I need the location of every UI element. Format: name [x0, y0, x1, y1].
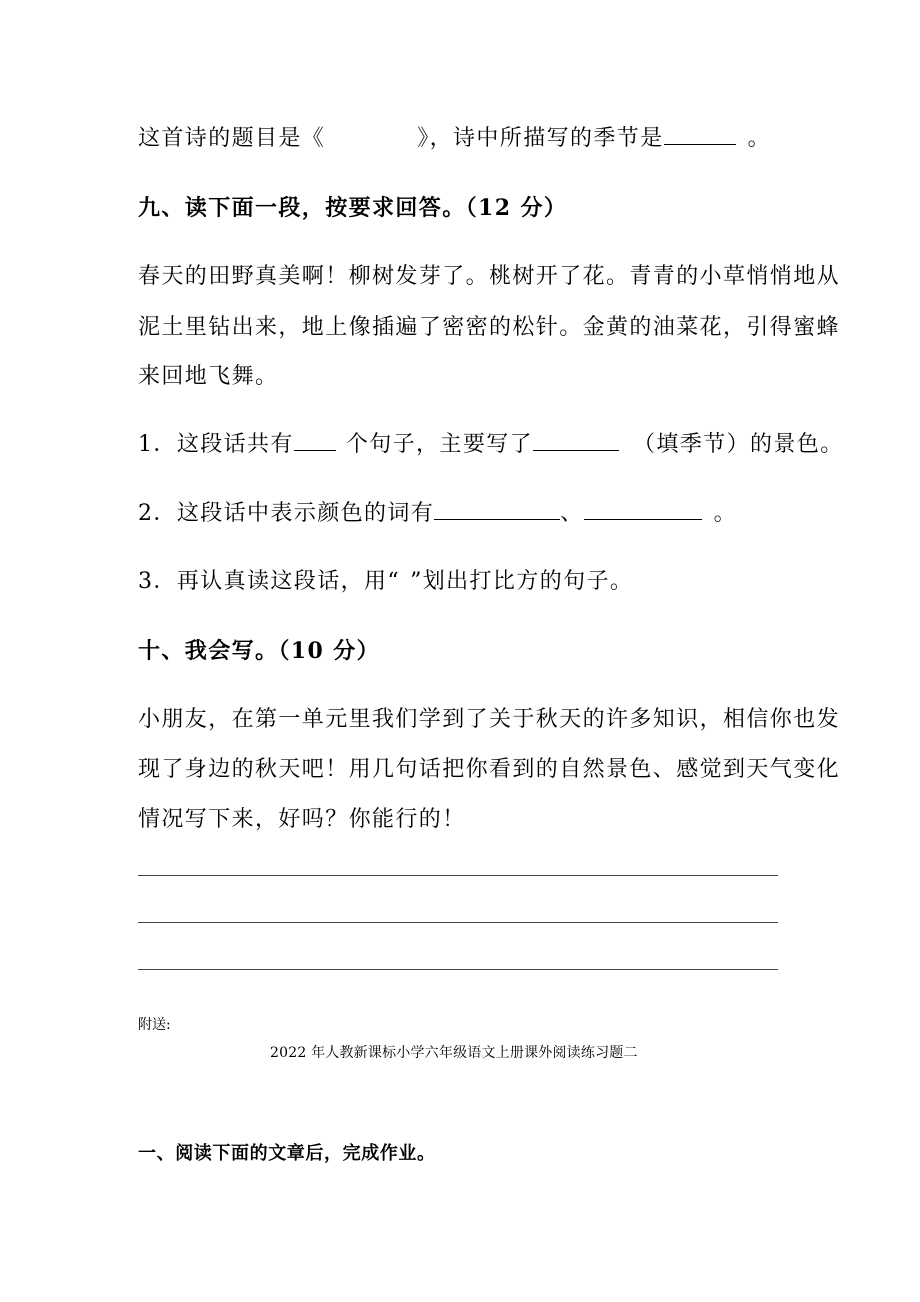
section9-passage-line-3: 来回地飞舞。: [138, 364, 279, 389]
section9-heading: 九、读下面一段，按要求回答。（12 分）: [138, 195, 568, 221]
season-blank[interactable]: [664, 124, 736, 145]
section10-passage-line-2: 现了身边的秋天吧！用几句话把你看到的自然景色、感觉到天气变化: [138, 757, 841, 782]
question-1: [138, 430, 844, 460]
poem-question-part3: 。: [747, 126, 772, 151]
q1-part3: （填季节）的景色。: [633, 432, 844, 457]
writing-line-2[interactable]: [138, 922, 778, 923]
season-fill-blank[interactable]: [533, 430, 619, 451]
question-2: [138, 499, 737, 529]
q2-part2: 、: [560, 501, 584, 526]
appendix-label: 附送:: [138, 1017, 171, 1033]
section10-passage-line-3: 情况写下来，好吗？你能行的！: [138, 807, 466, 832]
section9-passage-line-2: 泥土里钻出来，地上像插遍了密密的松针。金黄的油菜花，引得蜜蜂: [138, 315, 841, 340]
next-section-heading: 一、阅读下面的文章后，完成作业。: [138, 1143, 436, 1164]
writing-line-3[interactable]: [138, 969, 778, 970]
q3-number: 3．: [138, 569, 177, 594]
appendix-title: 2022 年人教新课标小学六年级语文上册课外阅读练习题二: [270, 1045, 638, 1061]
q1-part1: 这段话共有: [176, 432, 294, 457]
poem-question-part2: 》，诗中所描写的季节是: [417, 126, 664, 151]
question-3: [138, 567, 633, 597]
section10-heading: 十、我会写。（10 分）: [138, 638, 381, 664]
section10-passage-line-1: 小朋友，在第一单元里我们学到了关于秋天的许多知识，相信你也发: [138, 707, 841, 732]
q2-part1: 这段话中表示颜色的词有: [176, 501, 435, 526]
q2-number: 2．: [138, 501, 177, 526]
q3-part2: ”划出打比方的句子。: [410, 569, 634, 594]
q3-part1: 再认真读这段话，用“: [176, 569, 401, 594]
poem-question-part1: 这首诗的题目是《: [138, 126, 326, 151]
color-word-blank-2[interactable]: [584, 499, 702, 520]
sentence-count-blank[interactable]: [294, 430, 336, 451]
q1-part2: 个句子，主要写了: [345, 432, 534, 457]
writing-line-1[interactable]: [138, 875, 778, 876]
q2-part3: 。: [713, 501, 738, 526]
q1-number: 1．: [138, 432, 177, 457]
section9-passage-line-1: 春天的田野真美啊！柳树发芽了。桃树开了花。青青的小草悄悄地从: [138, 264, 841, 289]
color-word-blank-1[interactable]: [434, 499, 560, 520]
poem-question: [138, 124, 771, 154]
